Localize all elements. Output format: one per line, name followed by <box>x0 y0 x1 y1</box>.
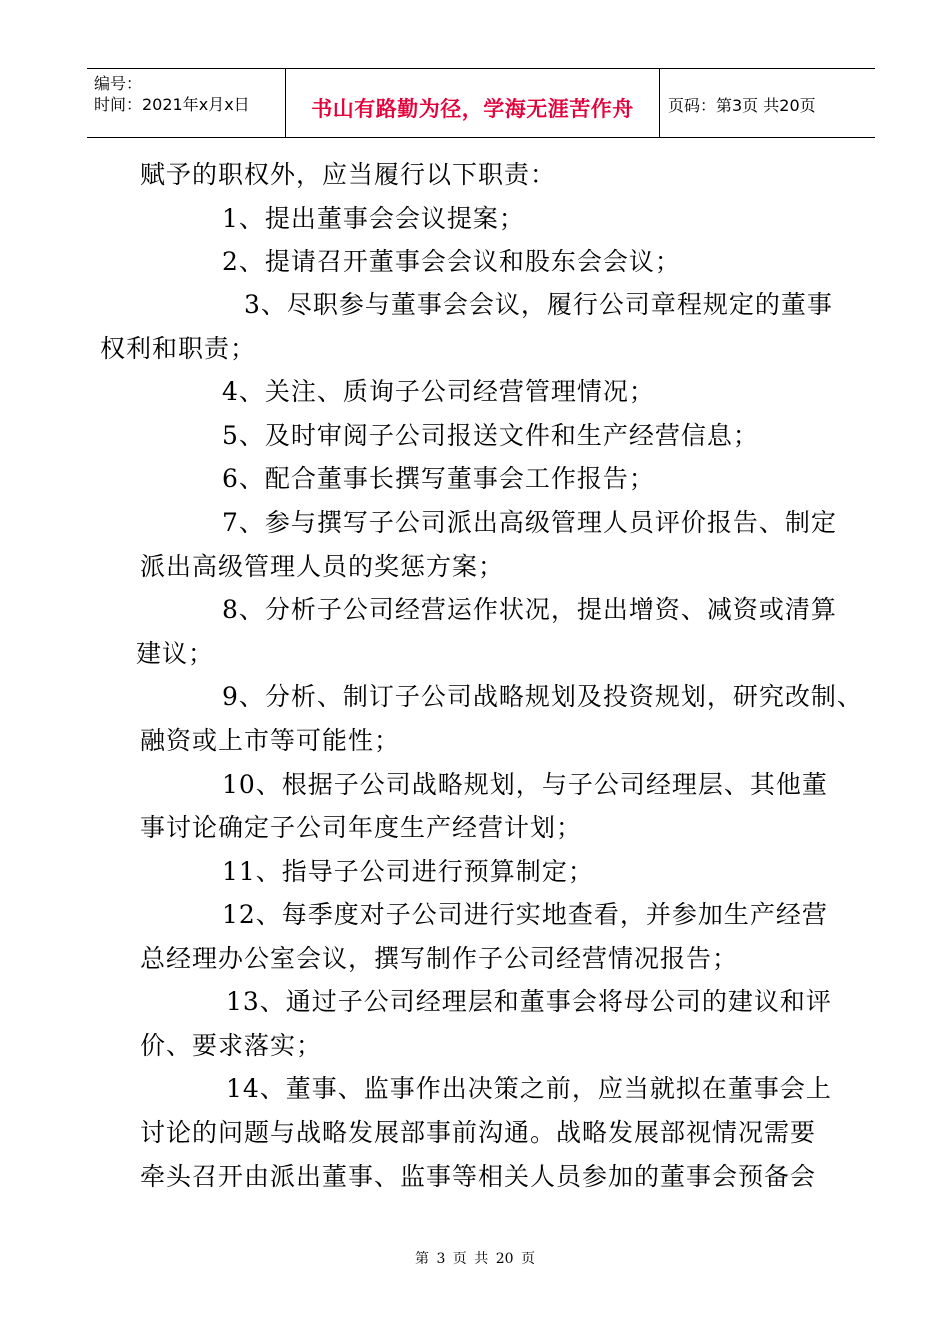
body-line: 3、尽职参与董事会会议，履行公司章程规定的董事 <box>244 290 833 319</box>
body-line: 赋予的职权外，应当履行以下职责： <box>140 160 557 189</box>
body-line: 5、及时审阅子公司报送文件和生产经营信息； <box>222 421 759 450</box>
header-motto: 书山有路勤为径，学海无涯苦作舟 <box>311 97 634 121</box>
header-page-cell <box>660 69 875 137</box>
document-number-label: 编号： <box>94 74 143 93</box>
body-line: 13、通过子公司经理层和董事会将母公司的建议和评 <box>226 987 832 1016</box>
body-line: 4、关注、质询子公司经营管理情况； <box>222 377 655 406</box>
body-line: 9、分析、制订子公司战略规划及投资规划，研究改制、 <box>222 682 863 711</box>
document-time-label: 时间：2021年x月x日 <box>94 95 250 114</box>
body-line: 价、要求落实； <box>140 1031 323 1060</box>
body-line: 牵头召开由派出董事、监事等相关人员参加的董事会预备会 <box>140 1162 817 1191</box>
header-motto-cell <box>286 69 660 137</box>
header-page-number: 页码：第3页 共20页 <box>668 96 816 115</box>
header-meta-cell <box>87 69 286 137</box>
body-line: 6、配合董事长撰写董事会工作报告； <box>222 464 655 493</box>
body-line: 1、提出董事会会议提案； <box>222 204 525 233</box>
body-line: 10、根据子公司战略规划，与子公司经理层、其他董 <box>222 770 828 799</box>
body-line: 融资或上市等可能性； <box>140 726 401 755</box>
page-header <box>87 68 875 138</box>
body-line: 12、每季度对子公司进行实地查看，并参加生产经营 <box>222 900 828 929</box>
page-footer: 第 3 页 共 20 页 <box>415 1251 535 1267</box>
body-line: 总经理办公室会议，撰写制作子公司经营情况报告； <box>140 944 739 973</box>
body-line: 派出高级管理人员的奖惩方案； <box>140 552 505 581</box>
body-line: 7、参与撰写子公司派出高级管理人员评价报告、制定 <box>222 508 837 537</box>
body-line: 11、指导子公司进行预算制定； <box>222 857 594 886</box>
body-line: 14、董事、监事作出决策之前，应当就拟在董事会上 <box>226 1074 832 1103</box>
body-line: 8、分析子公司经营运作状况，提出增资、减资或清算 <box>222 595 837 624</box>
body-line: 讨论的问题与战略发展部事前沟通。战略发展部视情况需要 <box>140 1118 817 1147</box>
body-line: 事讨论确定子公司年度生产经营计划； <box>140 813 583 842</box>
body-line: 权利和职责； <box>100 334 257 363</box>
body-line: 2、提请召开董事会会议和股东会会议； <box>222 247 681 276</box>
body-line: 建议； <box>136 639 215 668</box>
